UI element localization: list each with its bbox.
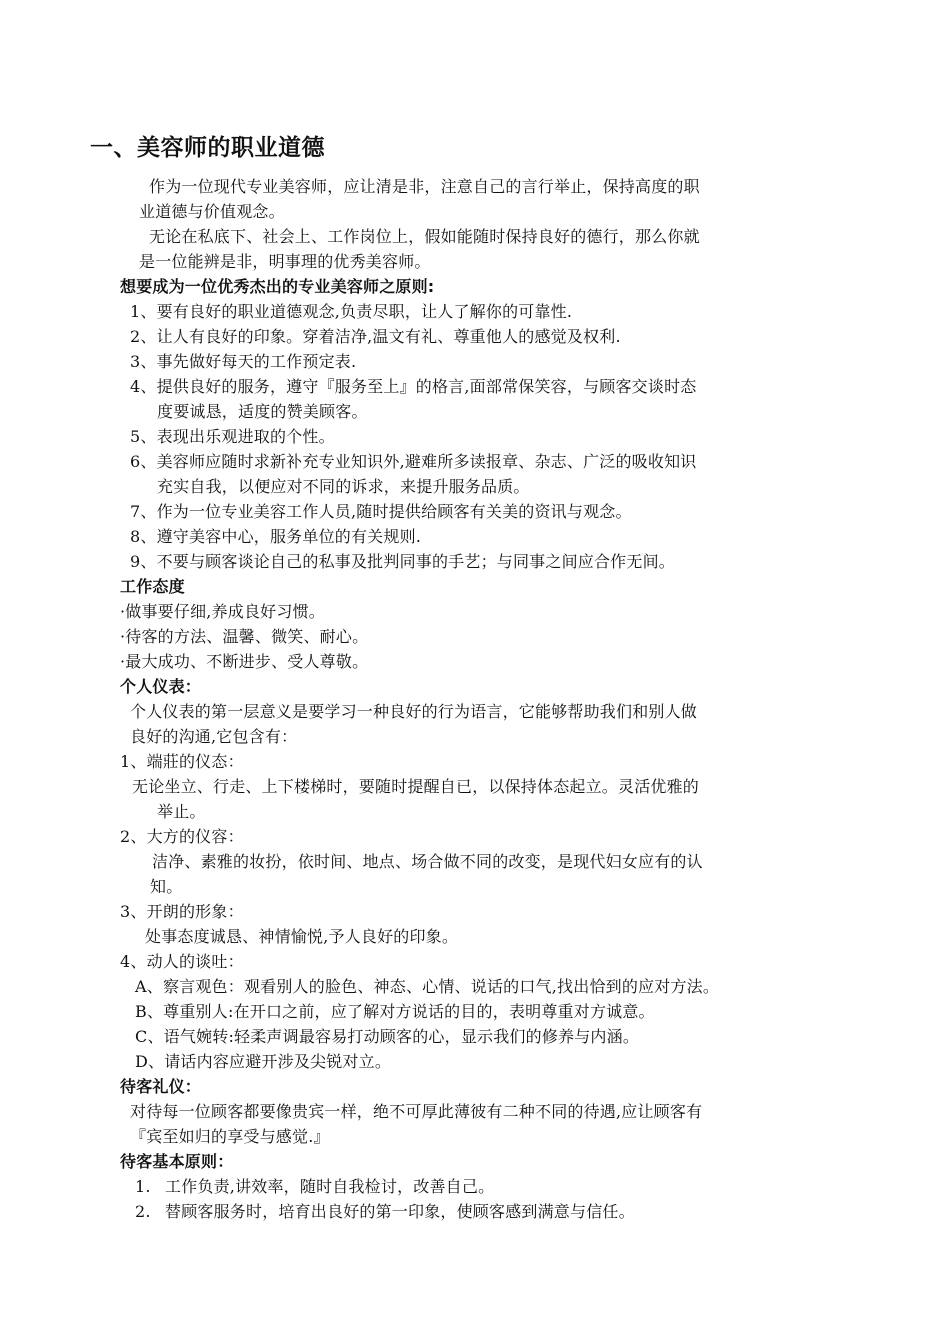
- appearance-section-1-title: 1、端莊的仪态：: [120, 752, 244, 771]
- principle-item-1: 1、要有良好的职业道德观念,负责尽职，让人了解你的可靠性.: [130, 302, 573, 321]
- etiquette-line-1: 对待每一位顾客都要像贵宾一样，绝不可厚此薄彼有二种不同的待遇,应让顾客有: [130, 1102, 703, 1121]
- appearance-heading: 个人仪表：: [120, 677, 202, 696]
- intro-paragraph-1-line-1: 作为一位现代专业美容师，应让清是非，注意自己的言行举止，保持高度的职: [149, 177, 700, 196]
- appearance-section-1-line-1: 无论坐立、行走、上下楼梯时，要随时提醒自已，以保持体态起立。灵活优雅的: [132, 777, 700, 796]
- principle-item-2: 2、让人有良好的印象。穿着洁净,温文有礼、尊重他人的感觉及权利.: [130, 327, 621, 346]
- appearance-section-2-title: 2、大方的仪容：: [120, 827, 244, 846]
- appearance-section-4-title: 4、动人的谈吐：: [120, 952, 244, 971]
- appearance-section-3-title: 3、开朗的形象：: [120, 902, 244, 921]
- intro-paragraph-2-line-1: 无论在私底下、社会上、工作岗位上，假如能随时保持良好的德行，那么你就: [149, 227, 700, 246]
- appearance-intro-line-2: 良好的沟通,它包含有：: [130, 727, 298, 746]
- etiquette-heading: 待客礼仪：: [120, 1077, 202, 1096]
- basic-item-1-text: 工作负责,讲效率，随时自我检讨，改善自己。: [165, 1177, 495, 1196]
- appearance-section-4-item-c: C、语气婉转:轻柔声调最容易打动顾客的心，显示我们的修养与内涵。: [135, 1027, 640, 1046]
- principle-item-4-line-2: 度要诚恳，适度的赞美顾客。: [157, 402, 368, 421]
- attitude-item-2: ·待客的方法、温馨、微笑、耐心。: [120, 627, 369, 646]
- basic-item-2-text: 替顾客服务时，培育出良好的第一印象，使顾客感到满意与信任。: [165, 1202, 635, 1221]
- principle-item-4-line-1: 4、提供良好的服务，遵守『服务至上』的格言,面部常保笑容，与顾客交谈时态: [130, 377, 697, 396]
- principle-item-7: 7、作为一位专业美容工作人员,随时提供给顾客有关美的资讯与观念。: [130, 502, 632, 521]
- attitude-item-3: ·最大成功、不断进步、受人尊敬。: [120, 652, 369, 671]
- principle-item-6-line-1: 6、美容师应随时求新补充专业知识外,避难所多读报章、杂志、广泛的吸收知识: [130, 452, 697, 471]
- appearance-section-3-line-1: 处事态度诚恳、神情愉悦,予人良好的印象。: [145, 927, 459, 946]
- principle-item-6-line-2: 充实自我，以便应对不同的诉求，来提升服务品质。: [157, 477, 530, 496]
- intro-paragraph-1-line-2: 业道德与价值观念。: [139, 202, 285, 221]
- principles-heading: 想要成为一位优秀杰出的专业美容师之原则:: [120, 277, 435, 296]
- page-title: 一、美容师的职业道德: [90, 135, 325, 161]
- attitude-item-1: ·做事要仔细,养成良好习惯。: [120, 602, 325, 621]
- basic-item-1-number: 1.: [135, 1177, 151, 1196]
- appearance-section-2-line-1: 洁净、素雅的妆扮，依时间、地点、场合做不同的改变，是现代妇女应有的认: [152, 852, 703, 871]
- appearance-section-4-item-b: B、尊重别人:在开口之前，应了解对方说话的目的，表明尊重对方诚意。: [135, 1002, 655, 1021]
- basic-item-2-number: 2.: [135, 1202, 151, 1221]
- principle-item-8: 8、遵守美容中心，服务单位的有关规则.: [130, 527, 422, 546]
- intro-paragraph-2-line-2: 是一位能辨是非，明事理的优秀美容师。: [139, 252, 431, 271]
- appearance-section-1-line-2: 举止。: [157, 802, 206, 821]
- principle-item-9: 9、不要与顾客谈论自己的私事及批判同事的手艺；与同事之间应合作无间。: [130, 552, 675, 571]
- appearance-intro-line-1: 个人仪表的第一层意义是要学习一种良好的行为语言，它能够帮助我们和别人做: [130, 702, 698, 721]
- basic-principles-heading: 待客基本原则：: [120, 1152, 234, 1171]
- appearance-section-4-item-a: A、察言观色：观看别人的脸色、神态、心情、说话的口气,找出恰到的应对方法。: [135, 977, 720, 996]
- principle-item-3: 3、事先做好每天的工作预定表.: [130, 352, 357, 371]
- principle-item-5: 5、表现出乐观进取的个性。: [130, 427, 335, 446]
- attitude-heading: 工作态度: [120, 577, 185, 596]
- appearance-section-4-item-d: D、请话内容应避开涉及尖锐对立。: [135, 1052, 392, 1071]
- etiquette-line-2: 『宾至如归的享受与感觉.』: [130, 1127, 330, 1146]
- appearance-section-2-line-2: 知。: [150, 877, 183, 896]
